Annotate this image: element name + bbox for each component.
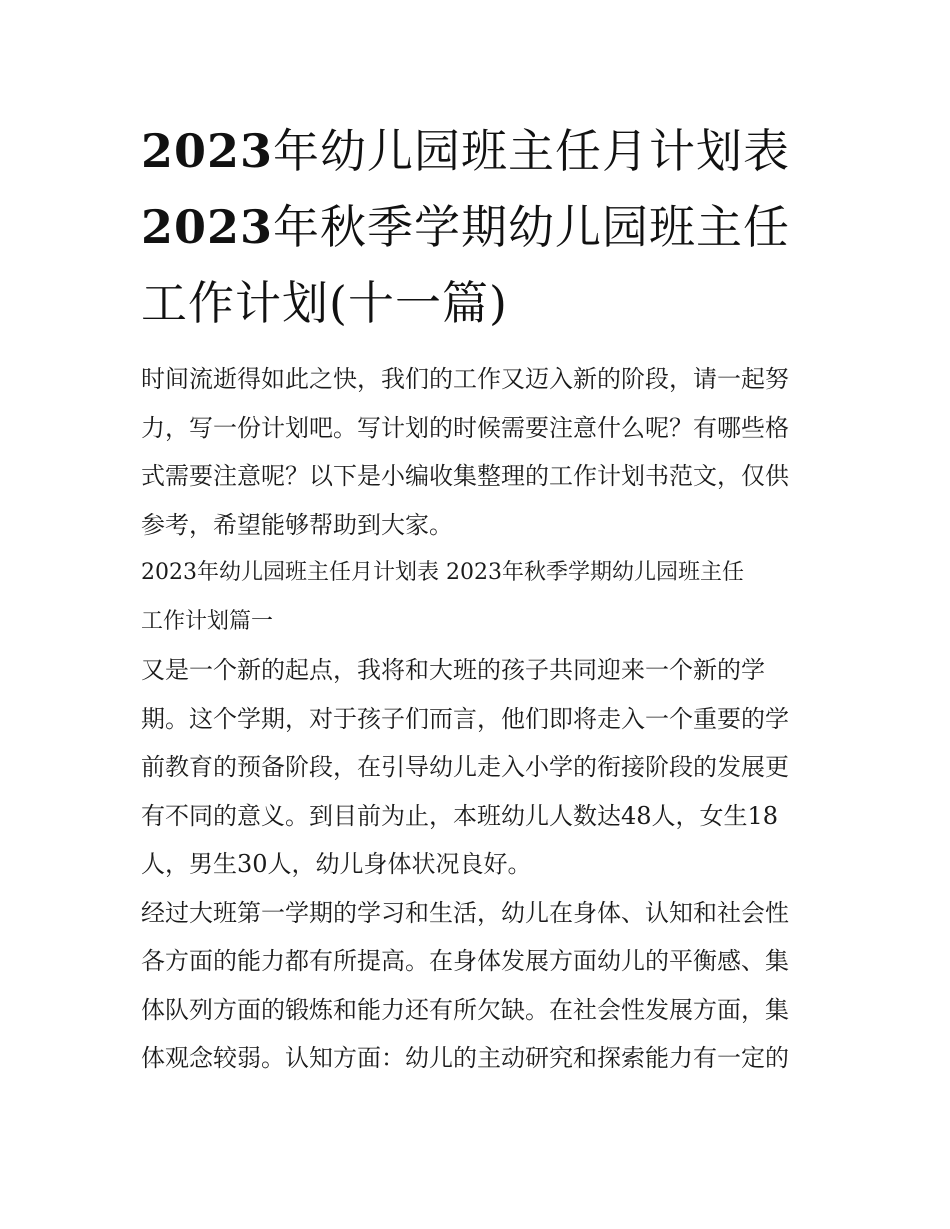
body-paragraph-1 bbox=[141, 646, 816, 889]
intro-paragraph bbox=[141, 355, 816, 549]
text-line: 经过大班第一学期的学习和生活，幼儿在身体、认知和社会性 bbox=[141, 898, 789, 927]
title-line: 2023年幼儿园班主任月计划表 bbox=[141, 124, 791, 178]
text-line: 人，男生30人，幼儿身体状况良好。 bbox=[141, 850, 532, 878]
text-line: 体队列方面的锻炼和能力还有所欠缺。在社会性发展方面，集 bbox=[141, 995, 789, 1024]
text-line: 2023年幼儿园班主任月计划表 2023年秋季学期幼儿园班主任 bbox=[141, 560, 744, 585]
document-content bbox=[141, 113, 816, 1083]
text-line: 时间流逝得如此之快，我们的工作又迈入新的阶段，请一起努 bbox=[141, 365, 789, 393]
text-line: 体观念较弱。认知方面：幼儿的主动研究和探索能力有一定的 bbox=[141, 1044, 789, 1072]
body-paragraph-2 bbox=[141, 889, 816, 1083]
text-line: 有不同的意义。到目前为止，本班幼儿人数达48人，女生18 bbox=[141, 801, 779, 830]
text-line: 工作计划篇一 bbox=[141, 608, 274, 634]
text-line: 式需要注意呢？以下是小编收集整理的工作计划书范文，仅供 bbox=[141, 462, 789, 490]
text-line: 期。这个学期，对于孩子们而言，他们即将走入一个重要的学 bbox=[141, 704, 789, 733]
text-line: 力，写一份计划吧。写计划的时候需要注意什么呢？有哪些格 bbox=[141, 413, 789, 442]
document-title bbox=[141, 113, 816, 341]
section-heading bbox=[141, 549, 816, 646]
title-line: 2023年秋季学期幼儿园班主任 bbox=[141, 200, 791, 254]
text-line: 又是一个新的起点，我将和大班的孩子共同迎来一个新的学 bbox=[141, 656, 765, 684]
text-line: 参考，希望能够帮助到大家。 bbox=[141, 510, 453, 539]
text-line: 前教育的预备阶段，在引导幼儿走入小学的衔接阶段的发展更 bbox=[141, 753, 789, 781]
title-line: 工作计划(十一篇) bbox=[141, 276, 508, 330]
text-line: 各方面的能力都有所提高。在身体发展方面幼儿的平衡感、集 bbox=[141, 947, 789, 975]
